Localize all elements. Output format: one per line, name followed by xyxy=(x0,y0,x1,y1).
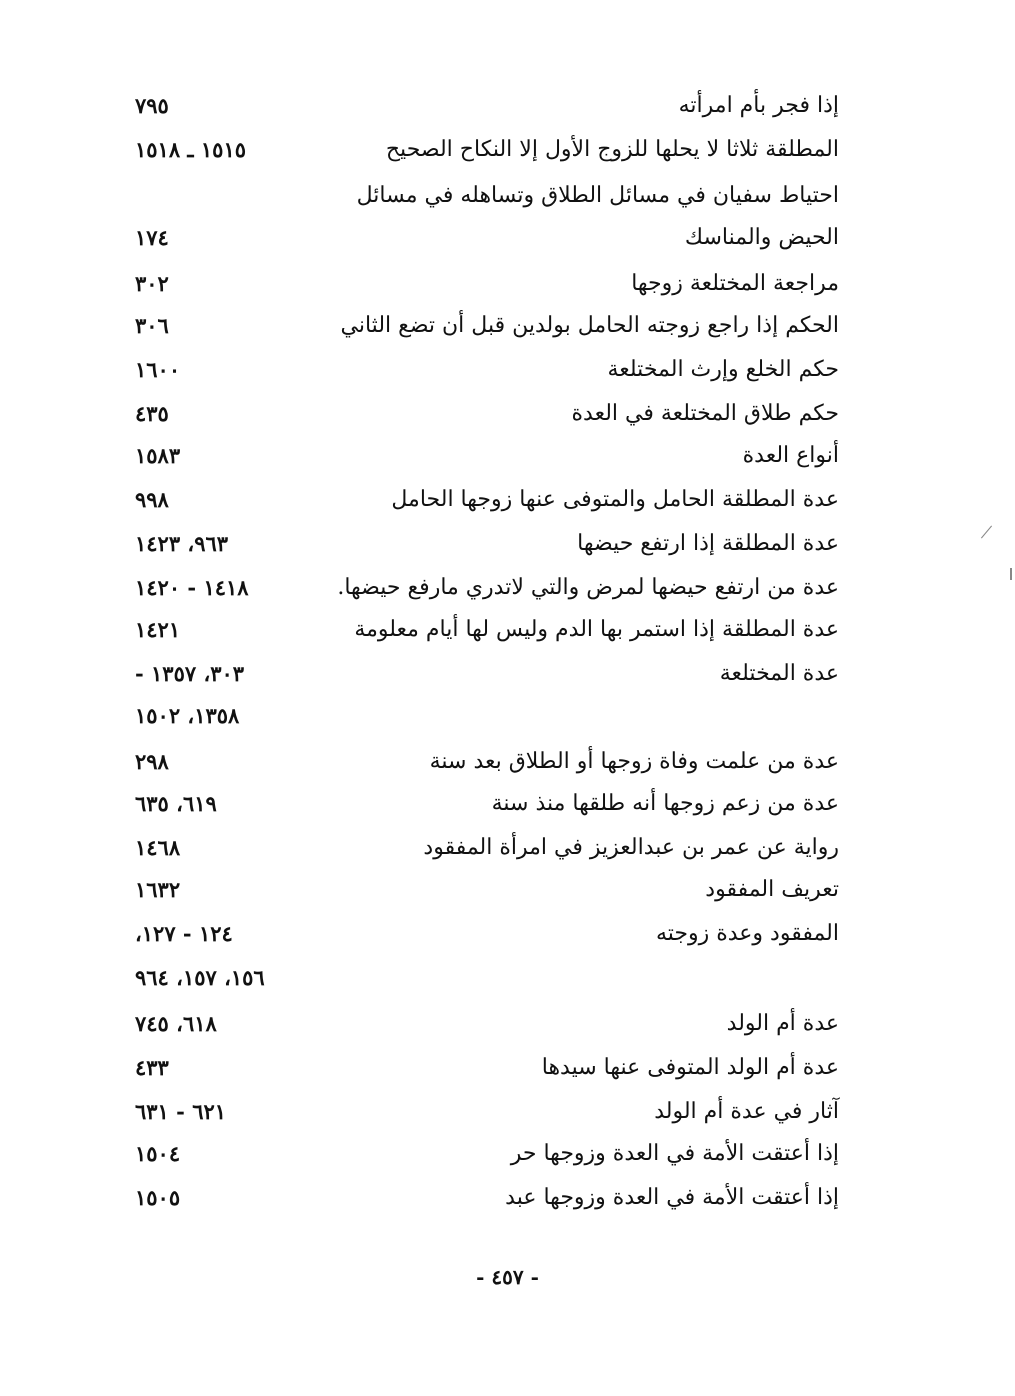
index-entry xyxy=(0,84,1015,128)
entry-pages: ٣٠٣، ١٣٥٧ - xyxy=(135,661,245,686)
entry-title: حكم طلاق المختلعة في العدة xyxy=(571,401,839,426)
index-entry xyxy=(0,1046,1015,1090)
entry-title: عدة من زعم زوجها أنه طلقها منذ سنة xyxy=(491,791,839,816)
entry-title: آثار في عدة أم الولد xyxy=(654,1099,839,1124)
index-entry xyxy=(0,392,1015,436)
entry-title: إذا أعتقت الأمة في العدة وزوجها حر xyxy=(510,1141,839,1166)
entry-title: عدة أم الولد xyxy=(726,1011,839,1036)
entry-pages: ٩٩٨ xyxy=(135,487,169,512)
entry-title: احتياط سفيان في مسائل الطلاق وتساهله في مسائل xyxy=(356,183,839,208)
index-entry xyxy=(0,434,1015,478)
entry-pages: ٩٦٣، ١٤٢٣ xyxy=(135,531,229,556)
entry-pages: ١٣٥٨، ١٥٠٢ xyxy=(135,703,240,728)
entry-pages: ١٦٠٠ xyxy=(135,357,181,382)
index-entry xyxy=(0,740,1015,784)
entry-title: عدة المختلعة xyxy=(719,661,839,686)
index-entry xyxy=(0,652,1015,696)
entry-pages: ٧٩٥ xyxy=(135,93,169,118)
entry-pages: ١٦٣٢ xyxy=(135,877,181,902)
entry-pages: ٦٢١ - ٦٣١ xyxy=(135,1099,227,1124)
index-entry xyxy=(0,348,1015,392)
entry-pages: ١٥١٥ ـ ١٥١٨ xyxy=(135,137,247,162)
index-entry xyxy=(0,956,1015,1000)
entry-pages: ١٤١٨ - ١٤٢٠ xyxy=(135,575,249,600)
entry-pages: ٤٣٥ xyxy=(135,401,169,426)
entry-title: الحيض والمناسك xyxy=(684,225,839,250)
entry-title: عدة المطلقة الحامل والمتوفى عنها زوجها الحامل xyxy=(391,487,839,512)
scan-mark xyxy=(1010,568,1012,580)
entry-pages: ١٤٢١ xyxy=(135,617,181,642)
index-entry xyxy=(0,782,1015,826)
entry-title: عدة من ارتفع حيضها لمرض والتي لاتدري مارفع حيضها. xyxy=(337,575,839,600)
entry-pages: ١٤٦٨ xyxy=(135,835,181,860)
index-entry xyxy=(0,912,1015,956)
index-entry xyxy=(0,1132,1015,1176)
index-entry xyxy=(0,868,1015,912)
index-entry xyxy=(0,262,1015,306)
index-entry xyxy=(0,1002,1015,1046)
entry-title: المفقود وعدة زوجته xyxy=(655,921,839,946)
index-entry xyxy=(0,694,1015,738)
index-entry xyxy=(0,478,1015,522)
entry-title: مراجعة المختلعة زوجها xyxy=(631,271,839,296)
entry-pages: ١٥٨٣ xyxy=(135,443,181,468)
entry-pages: ٦١٨، ٧٤٥ xyxy=(135,1011,217,1036)
index-entry xyxy=(0,216,1015,260)
entry-title: أنواع العدة xyxy=(742,443,839,468)
entry-title: عدة من علمت وفاة زوجها أو الطلاق بعد سنة xyxy=(429,749,839,774)
entry-title: المطلقة ثلاثا لا يحلها للزوج الأول إلا النكاح الصحيح xyxy=(385,137,839,162)
entry-title: رواية عن عمر بن عبدالعزيز في امرأة المفقود xyxy=(423,835,839,860)
entry-title: عدة المطلقة إذا استمر بها الدم وليس لها أيام معلومة xyxy=(354,617,839,642)
entry-title: إذا فجر بأم امرأته xyxy=(678,93,839,118)
index-entry xyxy=(0,304,1015,348)
entry-pages: ٣٠٦ xyxy=(135,313,169,338)
entry-pages: ١٧٤ xyxy=(135,225,169,250)
index-entry xyxy=(0,174,1015,218)
entry-pages: ١٢٤ - ١٢٧، xyxy=(135,921,233,946)
entry-title: تعريف المفقود xyxy=(705,877,839,902)
entry-title: الحكم إذا راجع زوجته الحامل بولدين قبل أن تضع الثاني xyxy=(340,313,839,338)
index-entry xyxy=(0,608,1015,652)
entry-title: عدة أم الولد المتوفى عنها سيدها xyxy=(541,1055,839,1080)
entry-pages: ٣٠٢ xyxy=(135,271,169,296)
page-number: - ٤٥٧ - xyxy=(476,1265,539,1289)
entry-pages: ٦١٩، ٦٣٥ xyxy=(135,791,217,816)
index-entry xyxy=(0,1090,1015,1134)
entry-pages: ١٥٠٥ xyxy=(135,1185,181,1210)
index-entry xyxy=(0,1176,1015,1220)
entry-pages: ١٥٠٤ xyxy=(135,1141,181,1166)
index-entry xyxy=(0,522,1015,566)
entry-pages: ٢٩٨ xyxy=(135,749,169,774)
entry-title: عدة المطلقة إذا ارتفع حيضها xyxy=(577,531,839,556)
index-entry xyxy=(0,566,1015,610)
entry-title: حكم الخلع وإرث المختلعة xyxy=(607,357,839,382)
index-entry xyxy=(0,128,1015,172)
entry-pages: ٤٣٣ xyxy=(135,1055,169,1080)
entry-pages: ١٥٦، ١٥٧، ٩٦٤ xyxy=(135,965,265,990)
index-entry xyxy=(0,826,1015,870)
entry-title: إذا أعتقت الأمة في العدة وزوجها عبد xyxy=(505,1185,839,1210)
